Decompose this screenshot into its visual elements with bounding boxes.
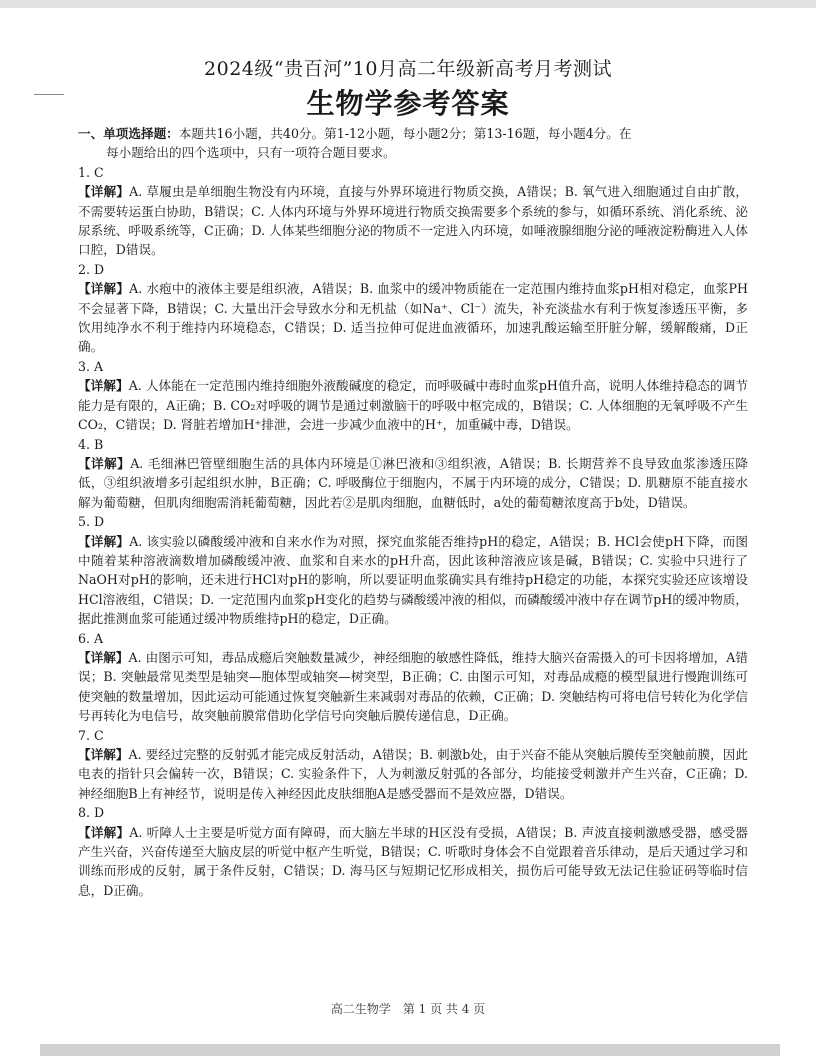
detail-text: A. 人体能在一定范围内维持细胞外液酸碱度的稳定，而呼吸碱中毒时血浆pH值升高，说明人体维持稳态的调节能力是有限的，A正确；B. CO₂对呼吸的调节是通过刺激脑干的呼吸中枢完成的，B错误；C. 人体细胞的无氧呼吸不产生CO₂，C错误；D. 肾脏若增加H⁺排泄，会进一步减少血液中的H⁺，加重碱中毒，D错误。 <box>78 378 748 433</box>
detail-tag: 【详解】 <box>78 378 129 394</box>
answer-explanation <box>78 376 748 434</box>
answer-key: 7. C <box>78 727 104 743</box>
answer-explanation <box>78 279 748 357</box>
detail-text: A. 毛细淋巴管壁细胞生活的具体内环境是①淋巴液和③组织液，A错误；B. 长期营养不良导致血浆渗透压降低，③组织液增多引起组织水肿，B正确；C. 呼吸酶位于细胞内，不属于内环境的成分，C错误；D. 肌糖原不能直接水解为葡萄糖，但肌肉细胞需消耗葡萄糖，因此若②是肌肉细胞，血糖低时，a处的葡萄糖浓度高于b处，D错误。 <box>78 455 749 510</box>
answer-explanation <box>78 532 748 629</box>
answer-explanation <box>78 182 748 260</box>
detail-text: A. 要经过完整的反射弧才能完成反射活动，A错误；B. 刺激b处，由于兴奋不能从突触后膜传至突触前膜，因此电表的指针只会偏转一次，B错误；C. 实验条件下，人为刺激反射弧的各部分，均能接受刺激并产生兴奋，C正确；D. 神经细胞B上有神经节，说明是传入神经因此皮肤细胞A是感受器而不是效应器，D错误。 <box>78 747 748 801</box>
answer-explanation <box>78 454 748 512</box>
answer-explanation <box>78 745 748 803</box>
answer-key: 6. A <box>78 630 104 646</box>
answer-block-7 <box>78 726 748 804</box>
section-intro: 本题共16小题，共40分。第1-12小题，每小题2分；第13-16题，每小题4分。在 <box>178 126 632 141</box>
detail-text: A. 听障人士主要是听觉方面有障碍，而大脑左半球的H区没有受损，A错误；B. 声波直接刺激感受器，感受器产生兴奋，兴奋传递至大脑皮层的听觉中枢产生听觉，B错误；C. 听歌时身体会不自觉跟着音乐律动，是后天通过学习和训练而形成的反射，属于条件反射，C错误；D. 海马区与短期记忆形成相关，损伤后可能导致无法记住验证码等临时信息，D正确。 <box>78 824 748 898</box>
detail-text: A. 由图示可知，毒品成瘾后突触数量减少，神经细胞的敏感性降低，维持大脑兴奋需摄入的可卡因将增加，A错误；B. 突触最常见类型是轴突—胞体型或轴突—树突型，B正确；C. 由图示可知，对毒品成瘾的模型鼠进行慢跑训练可使突触的数量增加，因此运动可能通过恢复突触新生来减弱对毒品的依赖，C正确；D. 突触结构可将电信号转化为化学信号再转化为电信号，故突触前膜常借助化学信号向突触后膜传递信息，D正确。 <box>78 649 749 724</box>
detail-tag: 【详解】 <box>78 824 130 840</box>
detail-tag: 【详解】 <box>78 747 129 762</box>
detail-text: A. 草履虫是单细胞生物没有内环境，直接与外界环境进行物质交换，A错误；B. 氧气进入细胞通过自由扩散，不需要转运蛋白协助，B错误；C. 人体内环境与外界环境进行物质交换需要多个系统的参与，如循环系统、消化系统、泌尿系统、呼吸系统等，C正确；D. 人体某些细胞分泌的物质不一定进入内环境，如唾液腺细胞分泌的唾液淀粉酶进入人体口腔，D错误。 <box>78 184 748 258</box>
detail-tag: 【详解】 <box>78 649 129 665</box>
section-intro-continued: 每小题给出的四个选项中，只有一项符合题目要求。 <box>106 145 396 161</box>
answer-block-6 <box>78 629 748 726</box>
detail-tag: 【详解】 <box>78 533 130 549</box>
answer-block-8 <box>78 803 748 900</box>
answer-block-2 <box>78 260 748 357</box>
section-label: 一、单项选择题： <box>78 126 179 141</box>
answer-key: 8. D <box>78 805 105 821</box>
answer-block-1 <box>78 163 748 260</box>
answer-block-4 <box>78 435 748 513</box>
detail-text: A. 水疱中的液体主要是组织液，A错误；B. 血浆中的缓冲物质能在一定范围内维持血浆pH相对稳定，血浆PH不会显著下降，B错误；C. 大量出汗会导致水分和无机盐（如Na⁺、Cl⁻）流失，补充淡盐水有利于恢复渗透压平衡，多饮用纯净水不利于维持内环境稳态，C错误；D. 适当拉伸可促进血液循环，加速乳酸运输至肝脏分解，缓解酸痛，D正确。 <box>78 281 748 355</box>
answer-key: 5. D <box>78 514 105 530</box>
detail-text: A. 该实验以磷酸缓冲液和自来水作为对照，探究血浆能否维持pH的稳定，A错误；B. HCl会使pH下降，而图中随着某种溶液滴数增加磷酸缓冲液、血浆和自来水的pH升高，因此该种溶液应该是碱，B错误；C. 实验中只进行了NaOH对pH的影响，还未进行HCl对pH的影响，所以要证明血浆确实具有维持pH稳定的功能，本探究实验还应该增设HCl溶液组，C错误；D. 一定范围内血浆pH变化的趋势与磷酸缓冲液的相似，而磷酸缓冲液中存在调节pH的缓冲物质，据此推测血浆可能通过缓冲物质维持pH的稳定，D正确。 <box>78 533 748 627</box>
answer-key: 4. B <box>78 436 104 452</box>
page-footer: 高二生物学 第 1 页 共 4 页 <box>330 1002 486 1016</box>
bottom-scan-strip <box>40 1044 780 1056</box>
answer-block-3 <box>78 357 748 435</box>
answer-explanation <box>78 648 748 726</box>
answer-key: 3. A <box>78 358 104 374</box>
answer-block-5 <box>78 512 748 628</box>
detail-tag: 【详解】 <box>78 281 130 297</box>
answer-explanation <box>78 823 748 901</box>
page-title: 生物学参考答案 <box>306 87 510 120</box>
top-scan-strip <box>0 0 816 8</box>
detail-tag: 【详解】 <box>78 184 130 200</box>
section-heading <box>78 124 748 163</box>
answer-key: 1. C <box>78 164 104 180</box>
exam-title: 2024级“贵百河”10月高二年级新高考月考测试 <box>204 58 612 80</box>
answer-key: 2. D <box>78 261 105 277</box>
detail-tag: 【详解】 <box>78 455 131 471</box>
document-body <box>78 124 748 900</box>
